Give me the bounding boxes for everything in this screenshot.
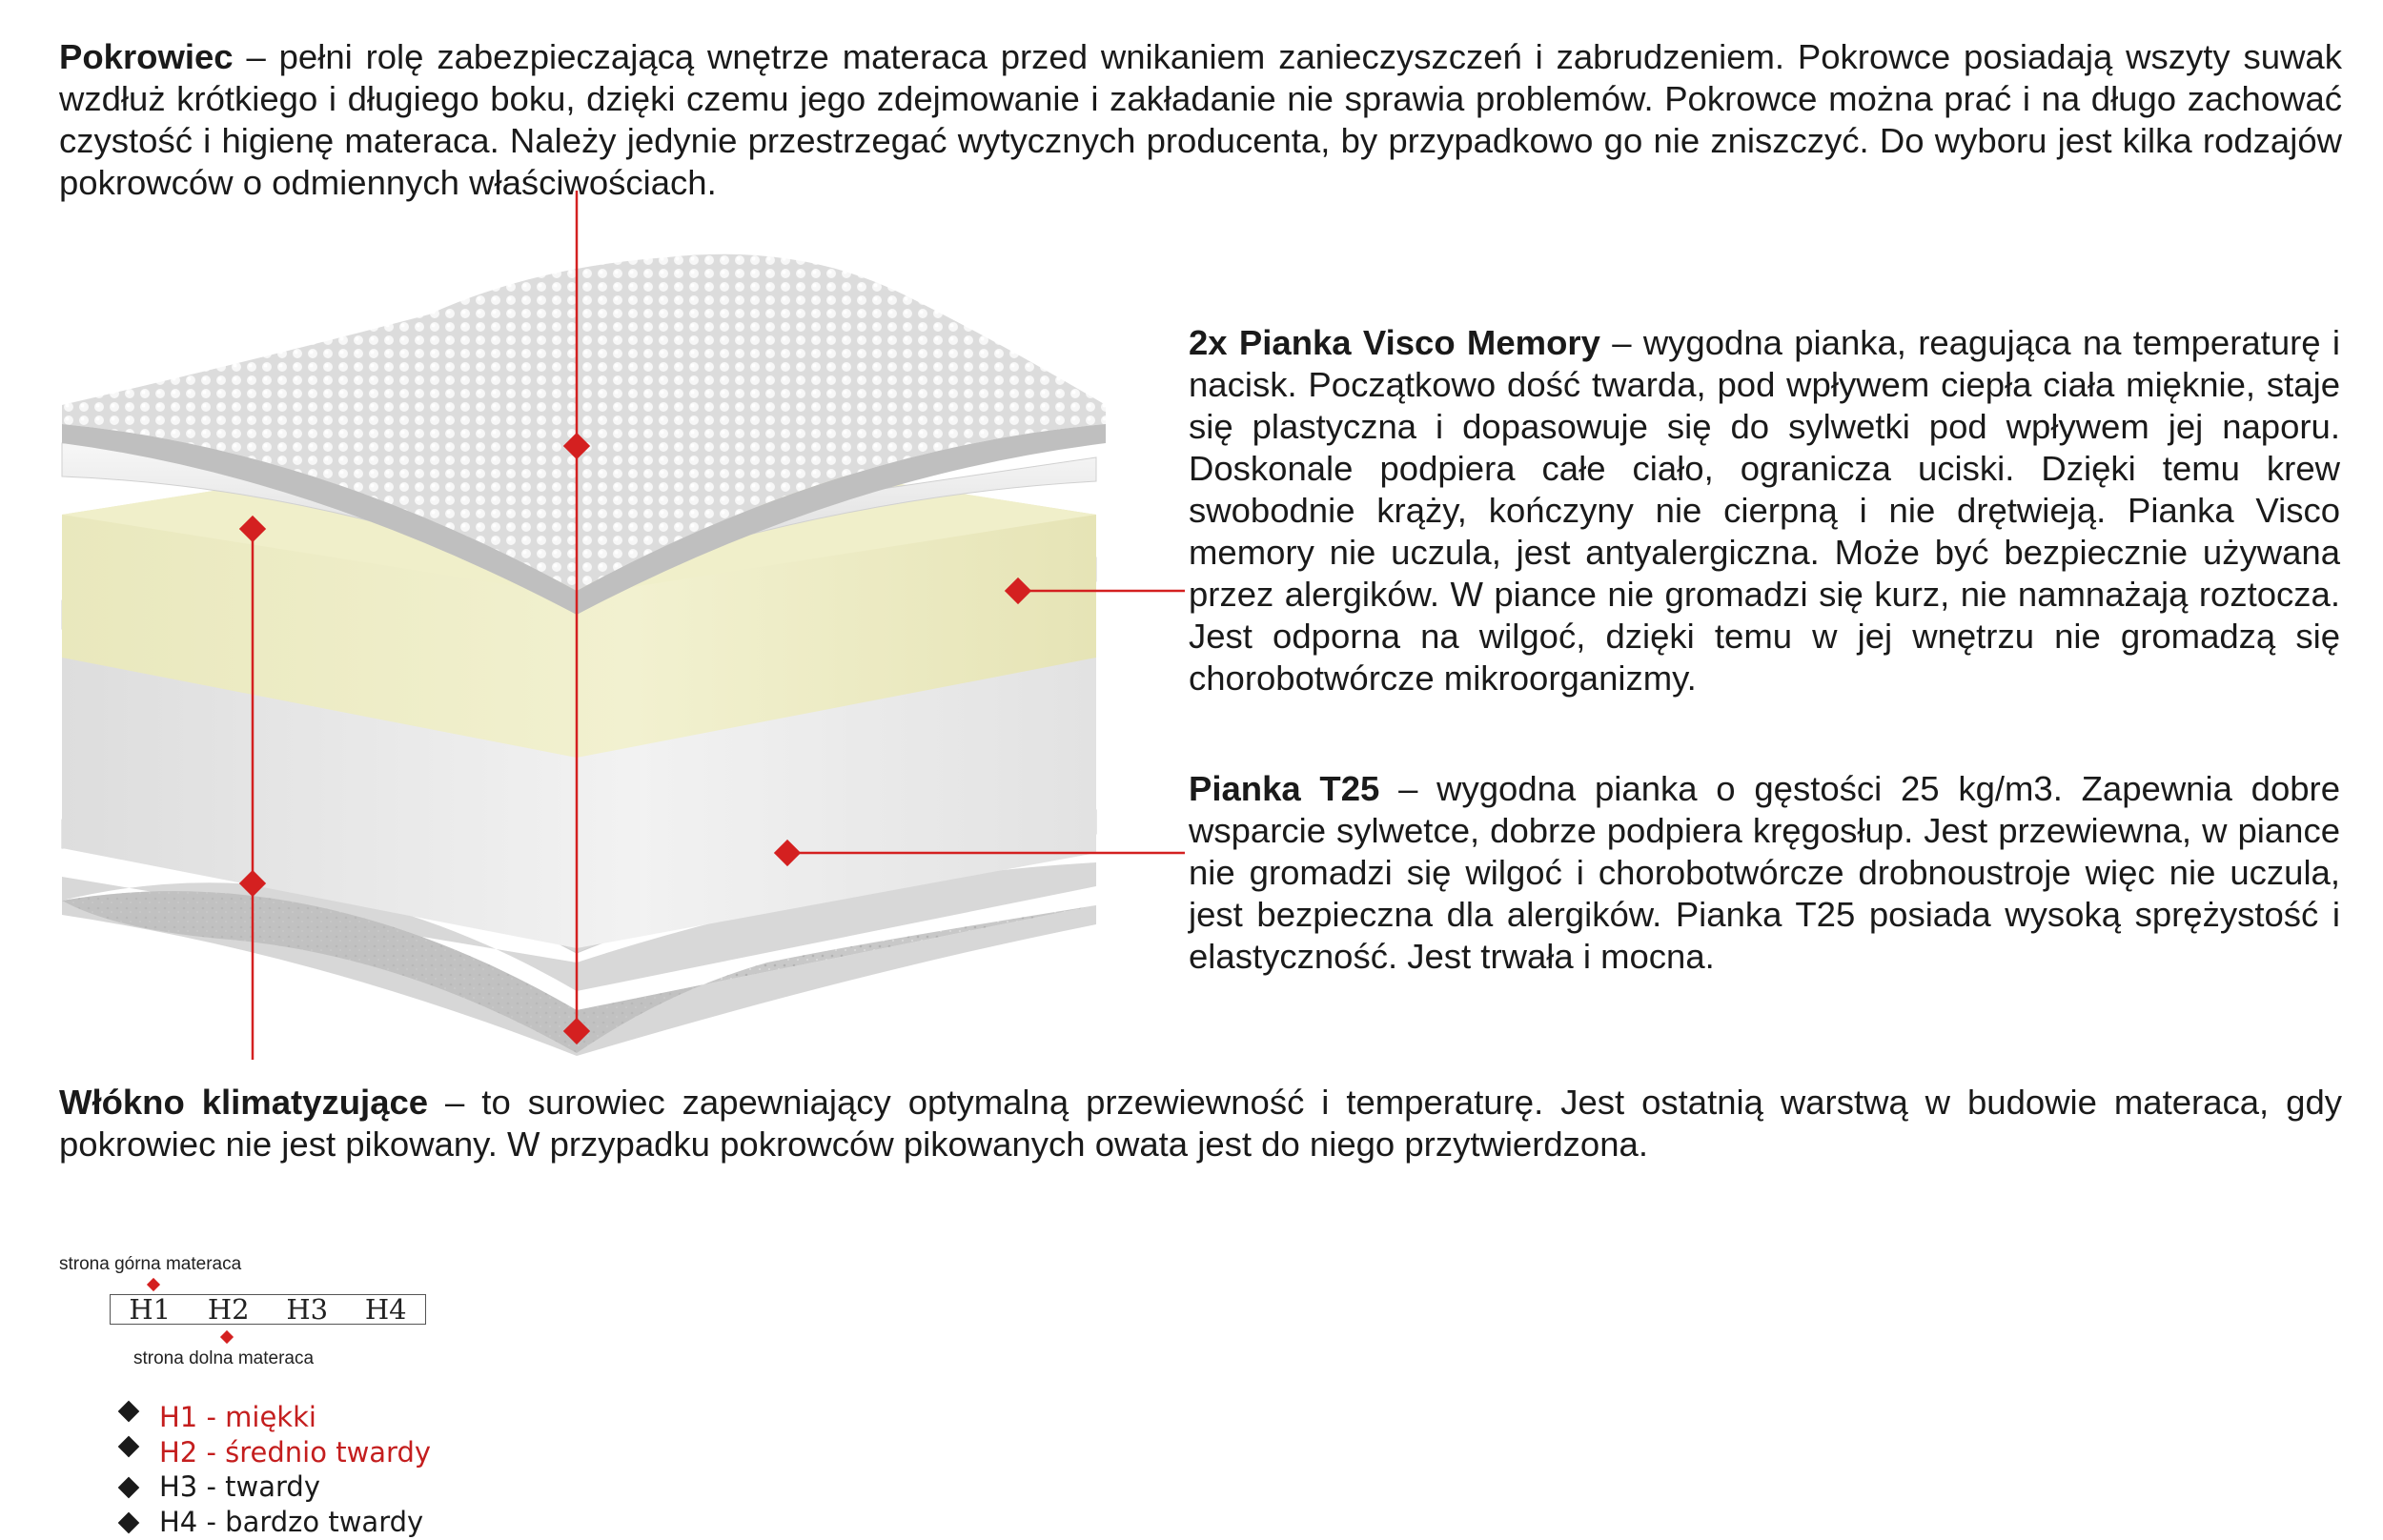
t25-title: Pianka T25	[1189, 769, 1380, 808]
scale-h4: H4	[364, 1293, 407, 1326]
cover-title: Pokrowiec	[59, 37, 234, 76]
fiber-title: Włókno klimatyzujące	[59, 1083, 429, 1122]
scale-h2: H2	[207, 1293, 250, 1326]
visco-title: 2x Pianka Visco Memory	[1189, 323, 1600, 362]
top-side-label: strona górna materaca	[59, 1254, 242, 1274]
visco-text: – wygodna pianka, reagująca na temperaturę i nacisk. Początkowo dość twarda, pod wpływem ciepła ciała mięknie, staje się plastyczna i dopasowuje się do sylwetki pod wpływem jej naporu. Doskonale podpiera całe ciało, ogranicza uciski. Dzięki temu krew swobodnie krąży, kończyny nie cierpną i nie drętwieją. Pianka Visco memory nie uczula, jest antyalergiczna. Może być bezpiecznie używana przez alergików. W piance nie gromadzi się kurz, nie namnażają roztocza. Jest odporna na wilgoć, dzięki temu w jej wnętrzu nie gromadzą się chorobotwórcze mikroorganizmy.	[1189, 323, 2341, 698]
cover-text: – pełni rolę zabezpieczającą wnętrze materaca przed wnikaniem zanieczyszczeń i zabrudzeniem. Pokrowce posiadają wszyty suwak wzdłuż krótkiego i długiego boku, dzięki czemu jego zdejmowanie i zakładanie nie sprawia problemów. Pokrowce można prać i na długo zachować czystość i higienę materaca. Należy jedynie przestrzegać wytycznych producenta, by przypadkowo go nie zniszczyć. Do wyboru jest kilka rodzajów pokrowców o odmiennych właściwościach.	[59, 37, 2342, 202]
bottom-side-label: strona dolna materaca	[133, 1348, 315, 1368]
legend-label: H3 - twardy	[159, 1470, 321, 1503]
t25-description	[1189, 768, 2340, 978]
fiber-description	[59, 1082, 2342, 1165]
legend-label: H4 - bardzo twardy	[159, 1505, 424, 1538]
cover-description	[59, 36, 2342, 204]
fiber-text: – to surowiec zapewniający optymalną przewiewność i temperaturę. Jest ostatnią warstwą w budowie materaca, gdy pokrowiec nie jest pikowany. W przypadku pokrowców pikowanych owata jest do niego przytwierdzona.	[59, 1083, 2342, 1164]
legend-label: H2 - średnio twardy	[159, 1435, 432, 1469]
firmness-scale	[110, 1294, 426, 1325]
scale-h1: H1	[129, 1293, 172, 1326]
scale-h3: H3	[286, 1293, 329, 1326]
visco-description	[1189, 322, 2340, 699]
t25-text: – wygodna pianka o gęstości 25 kg/m3. Zapewnia dobre wsparcie sylwetce, dobrze podpiera kręgosłup. Jest przewiewna, w piance nie gromadzi się wilgoć i chorobotwórcze drobnoustroje więc nie uczula, jest bezpieczna dla alergików. Pianka T25 posiada wysoką sprężystość i elastyczność. Jest trwała i mocna.	[1189, 769, 2340, 976]
legend-label: H1 - miękki	[159, 1401, 316, 1433]
